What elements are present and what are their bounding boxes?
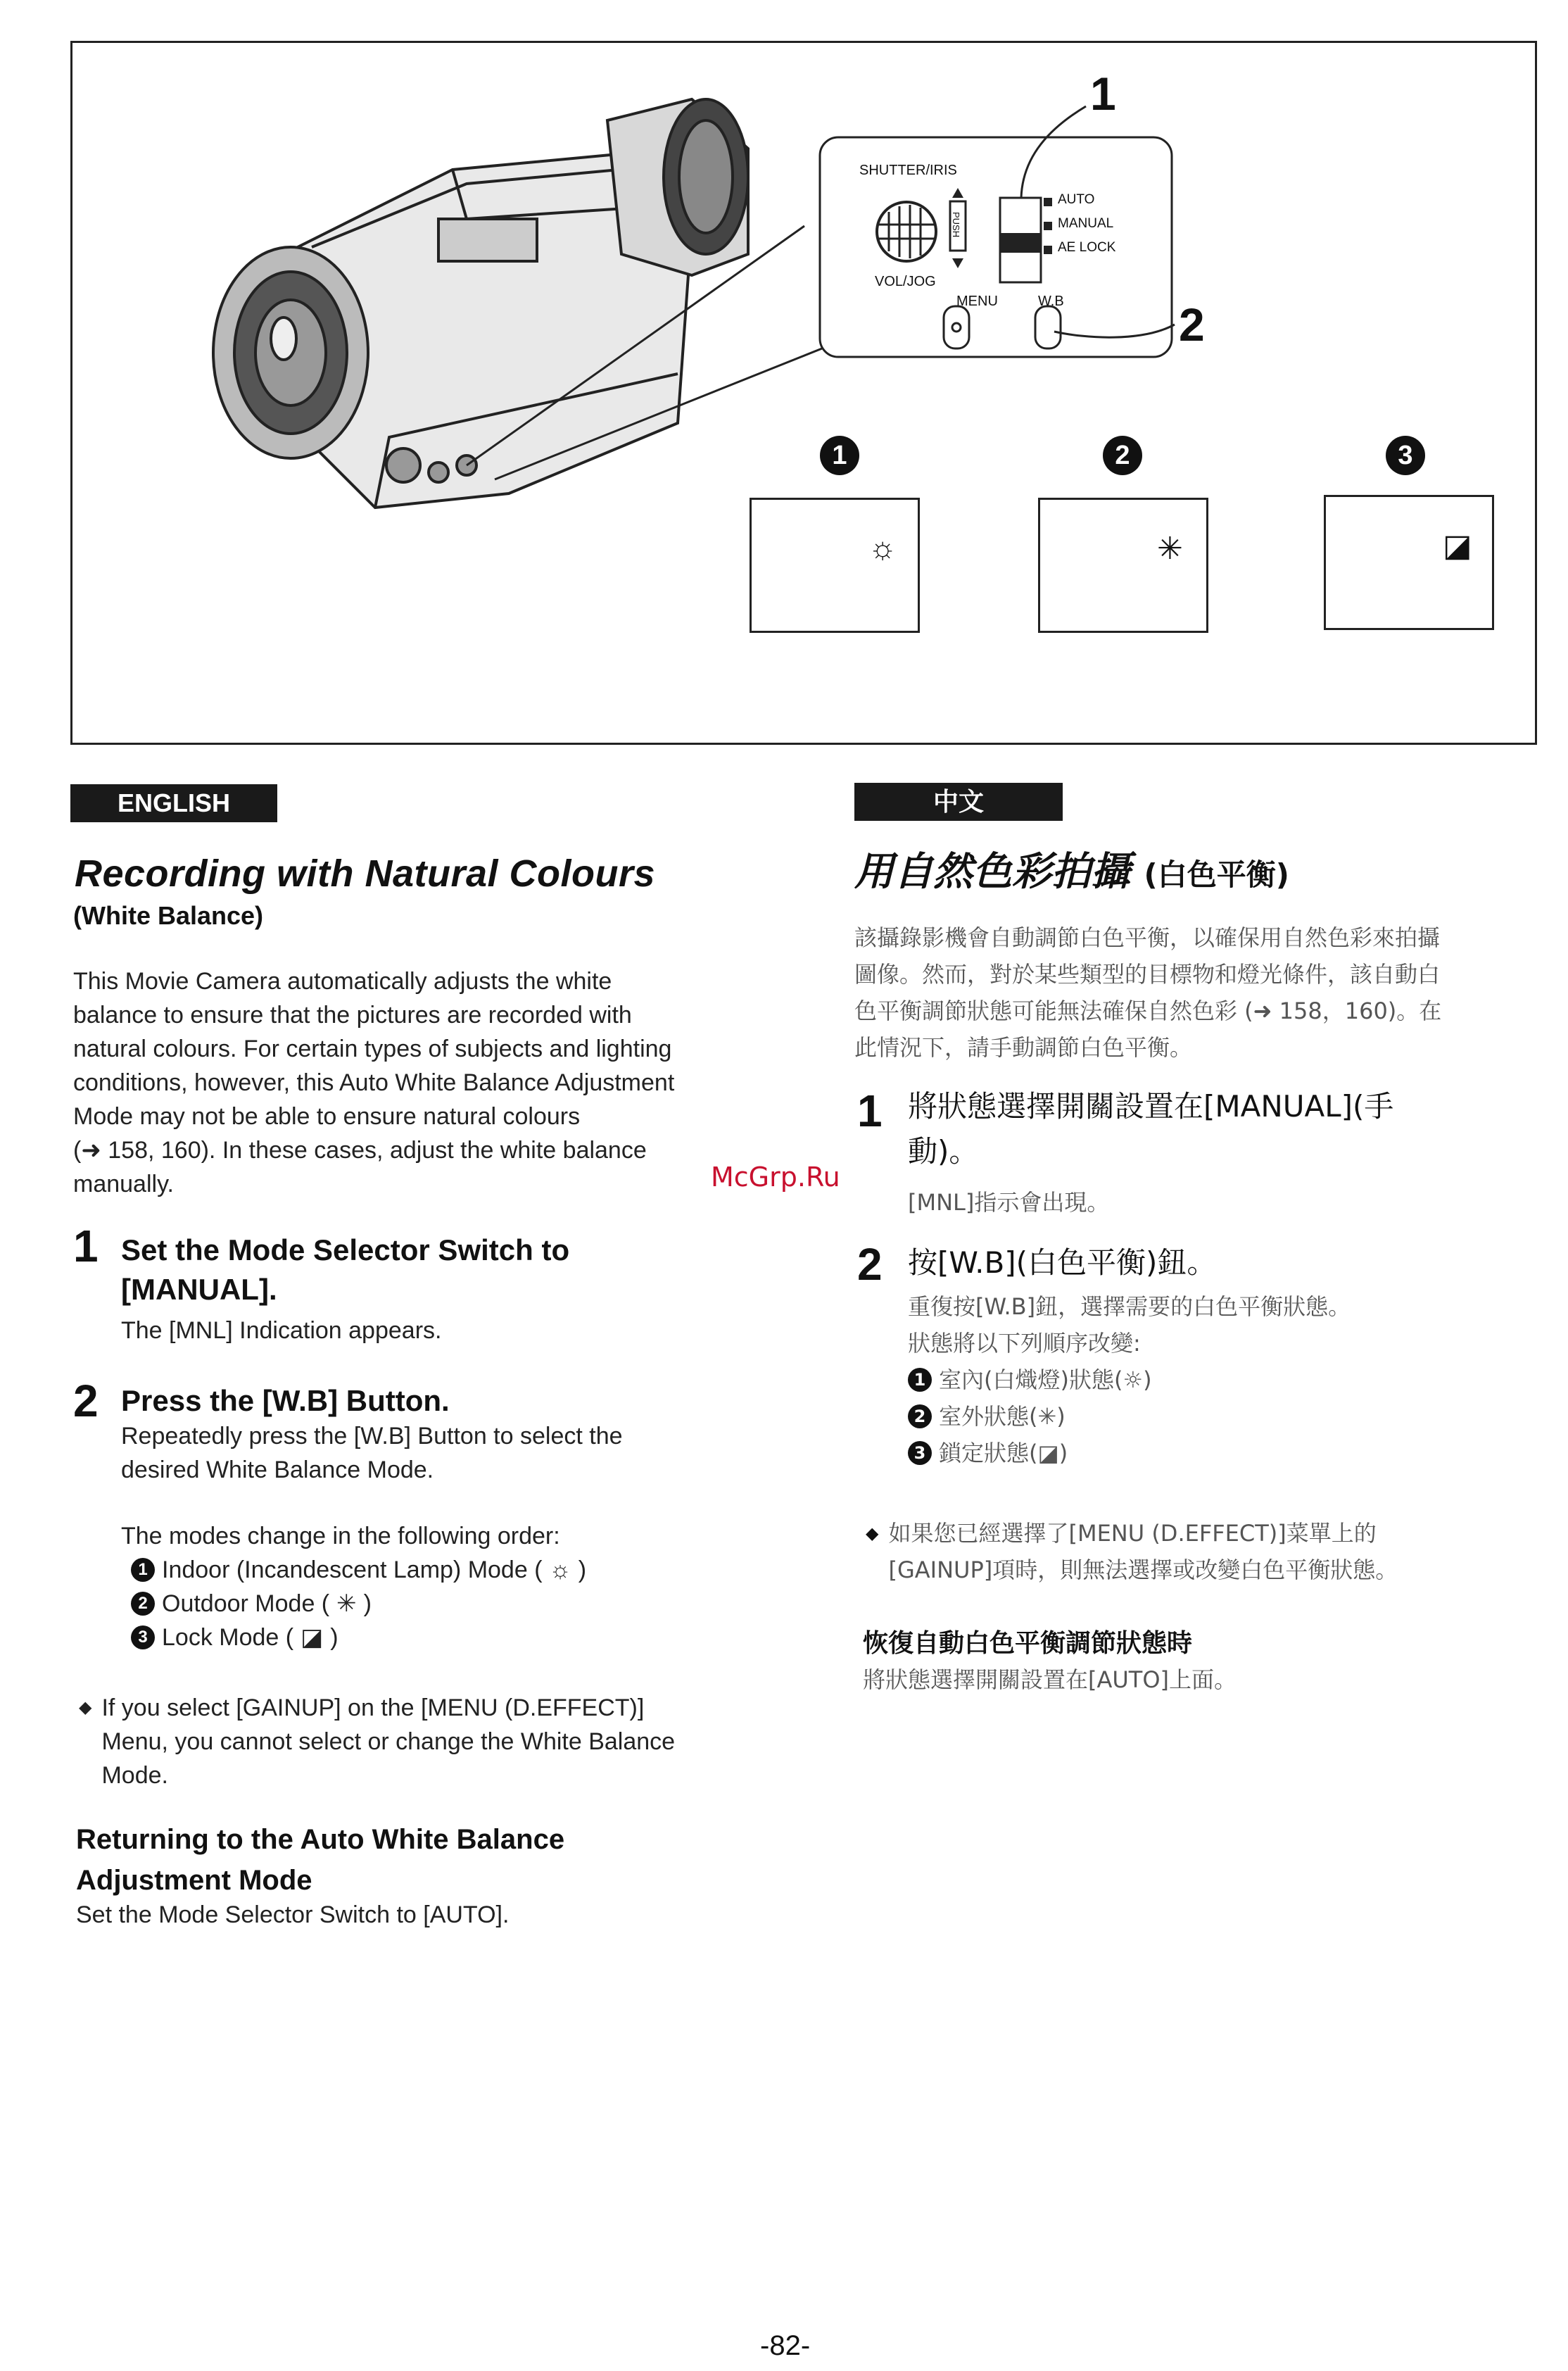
mode-number: 2 xyxy=(908,1404,932,1428)
chinese-title xyxy=(854,841,1289,897)
step2-body-line: 狀態將以下列順序改變: xyxy=(908,1330,1141,1357)
step2-body-line: 重復按[W.B]鈕，選擇需要的白色平衡狀態。 xyxy=(908,1293,1351,1320)
mode-item-indoor xyxy=(131,1553,586,1587)
chinese-step1-body: [MNL]指示會出現。 xyxy=(908,1189,1110,1216)
menu-button xyxy=(944,306,969,348)
mode-box-outdoor xyxy=(1038,498,1208,633)
mode-number: 3 xyxy=(908,1441,932,1465)
mode-number: 3 xyxy=(131,1625,155,1649)
mode-close: ) xyxy=(578,1556,587,1583)
intro-line: balance to ensure that the pictures are recorded with xyxy=(73,1002,632,1029)
chinese-title-main: 用自然色彩拍攝 xyxy=(854,849,1130,895)
mode-number: 2 xyxy=(131,1592,155,1616)
intro-line: conditions, however, this Auto White Balance Adjustment xyxy=(73,1069,675,1096)
mode-text: Indoor (Incandescent Lamp) Mode ( xyxy=(162,1556,543,1583)
switch-manual-label: MANUAL xyxy=(1058,216,1114,231)
english-note xyxy=(79,1691,783,1792)
english-tag: ENGLISH xyxy=(70,784,277,822)
return-heading-line: Adjustment Mode xyxy=(76,1865,312,1896)
chinese-intro xyxy=(854,919,1544,1066)
push-label: PUSH xyxy=(951,212,961,238)
control-panel-callout xyxy=(820,106,1175,357)
english-return-body: Set the Mode Selector Switch to [AUTO]. xyxy=(76,1901,510,1928)
mode-text: 室內(白熾燈)狀態(☼) xyxy=(939,1366,1152,1393)
zh-mode-item xyxy=(908,1398,1351,1435)
step1-heading-line: 將狀態選擇開關設置在[MANUAL](手 xyxy=(908,1089,1394,1124)
shutter-iris-label: SHUTTER/IRIS xyxy=(859,163,957,178)
mode-box-lock xyxy=(1324,495,1494,630)
step1-heading-line: Set the Mode Selector Switch to xyxy=(121,1233,570,1266)
wb-button xyxy=(1035,306,1061,348)
vol-jog-label: VOL/JOG xyxy=(875,274,936,289)
intro-line: Mode may not be able to ensure natural colours xyxy=(73,1103,581,1130)
intro-line: 此情況下，請手動調節白色平衡。 xyxy=(854,1034,1193,1061)
note-line: 如果您已經選擇了[MENU (D.EFFECT)]菜單上的 xyxy=(888,1520,1377,1547)
intro-line: This Movie Camera automatically adjusts the white xyxy=(73,968,612,995)
chinese-step2-number: 2 xyxy=(857,1239,883,1290)
chinese-step1-number: 1 xyxy=(857,1086,883,1136)
page-number: -82- xyxy=(760,2330,811,2361)
incandescent-lamp-icon: ☼ xyxy=(549,1556,571,1583)
mode-number: 1 xyxy=(908,1368,932,1392)
switch-lock-label: AE LOCK xyxy=(1058,240,1116,255)
step2-body-line: Repeatedly press the [W.B] Button to select the xyxy=(121,1423,623,1449)
shutter-iris-dial xyxy=(877,202,936,261)
chinese-step2-heading: 按[W.B](白色平衡)鈕。 xyxy=(908,1245,1217,1280)
sun-icon: ✳ xyxy=(336,1590,357,1617)
mode-text: Lock Mode ( xyxy=(162,1624,294,1651)
mode-number-1: 1 xyxy=(820,436,859,475)
step2-body-line: desired White Balance Mode. xyxy=(121,1457,434,1483)
lock-mode-icon: ◪ xyxy=(1443,529,1472,563)
step1-heading-line: 動)。 xyxy=(908,1134,979,1169)
chinese-step2-body xyxy=(908,1288,1351,1471)
intro-line: manually. xyxy=(73,1171,174,1197)
intro-line: (➜ 158, 160). In these cases, adjust the white balance xyxy=(73,1137,647,1164)
note-line: Mode. xyxy=(101,1762,168,1789)
camcorder-illustration xyxy=(72,43,1535,743)
mode-item-outdoor xyxy=(131,1587,586,1621)
callout-number-1: 1 xyxy=(1090,68,1116,120)
callout-number-2: 2 xyxy=(1179,298,1205,351)
incandescent-lamp-icon: ☼ xyxy=(868,531,897,565)
intro-line: 該攝錄影機會自動調節白色平衡，以確保用自然色彩來拍攝 xyxy=(854,924,1441,951)
chinese-return-heading: 恢復自動白色平衡調節狀態時 xyxy=(863,1629,1193,1658)
mode-close: ) xyxy=(363,1590,372,1617)
intro-line: 色平衡調節狀態可能無法確保自然色彩 (➜ 158，160)。在 xyxy=(854,998,1442,1024)
modes-intro: The modes change in the following order: xyxy=(121,1523,560,1549)
illustration-frame xyxy=(70,41,1537,745)
switch-auto-label: AUTO xyxy=(1058,192,1095,207)
step1-heading-line: [MANUAL]. xyxy=(121,1273,277,1306)
english-mode-list xyxy=(131,1553,586,1654)
english-subtitle: (White Balance) xyxy=(73,901,264,930)
diamond-bullet-icon: ◆ xyxy=(866,1523,879,1543)
sun-icon: ✳ xyxy=(1157,532,1183,566)
chinese-note xyxy=(866,1515,1541,1588)
english-step1-heading xyxy=(121,1231,569,1309)
chinese-tag: 中文 xyxy=(854,783,1063,821)
note-line: Menu, you cannot select or change the White Balance xyxy=(101,1728,676,1755)
mode-close: ) xyxy=(330,1624,339,1651)
english-step2-heading: Press the [W.B] Button. xyxy=(121,1384,450,1417)
intro-line: 圖像。然而，對於某些類型的目標物和燈光條件，該自動白 xyxy=(854,961,1441,988)
english-step1-number: 1 xyxy=(73,1221,99,1271)
english-step2-number: 2 xyxy=(73,1376,99,1426)
english-step2-body xyxy=(121,1419,623,1487)
menu-label: MENU xyxy=(956,294,998,309)
return-heading-line: Returning to the Auto White Balance xyxy=(76,1824,565,1855)
watermark: McGrp.Ru xyxy=(711,1162,840,1193)
mode-number-2: 2 xyxy=(1103,436,1142,475)
mode-number: 1 xyxy=(131,1558,155,1582)
lock-mode-icon: ◪ xyxy=(301,1624,324,1651)
intro-line: natural colours. For certain types of subjects and lighting xyxy=(73,1036,672,1062)
wb-label: W.B xyxy=(1038,294,1064,309)
mode-text: 鎖定狀態(◪) xyxy=(939,1440,1068,1466)
chinese-return-body: 將狀態選擇開關設置在[AUTO]上面。 xyxy=(863,1666,1237,1693)
diamond-bullet-icon: ◆ xyxy=(79,1698,92,1717)
zh-mode-item xyxy=(908,1435,1351,1471)
zh-mode-item xyxy=(908,1361,1351,1398)
english-return-heading xyxy=(76,1819,564,1901)
mode-item-lock xyxy=(131,1621,586,1654)
english-intro xyxy=(73,964,777,1201)
mode-text: 室外狀態(✳) xyxy=(939,1403,1066,1430)
chinese-step1-heading xyxy=(908,1084,1393,1174)
chinese-title-paren: (白色平衡) xyxy=(1144,857,1289,892)
english-step1-body: The [MNL] Indication appears. xyxy=(121,1317,442,1344)
note-line: [GAINUP]項時，則無法選擇或改變白色平衡狀態。 xyxy=(888,1556,1398,1583)
english-title: Recording with Natural Colours xyxy=(75,853,656,895)
mode-text: Outdoor Mode ( xyxy=(162,1590,330,1617)
mode-number-3: 3 xyxy=(1386,436,1425,475)
mode-box-indoor xyxy=(750,498,920,633)
note-line: If you select [GAINUP] on the [MENU (D.EFFECT)] xyxy=(101,1694,645,1721)
